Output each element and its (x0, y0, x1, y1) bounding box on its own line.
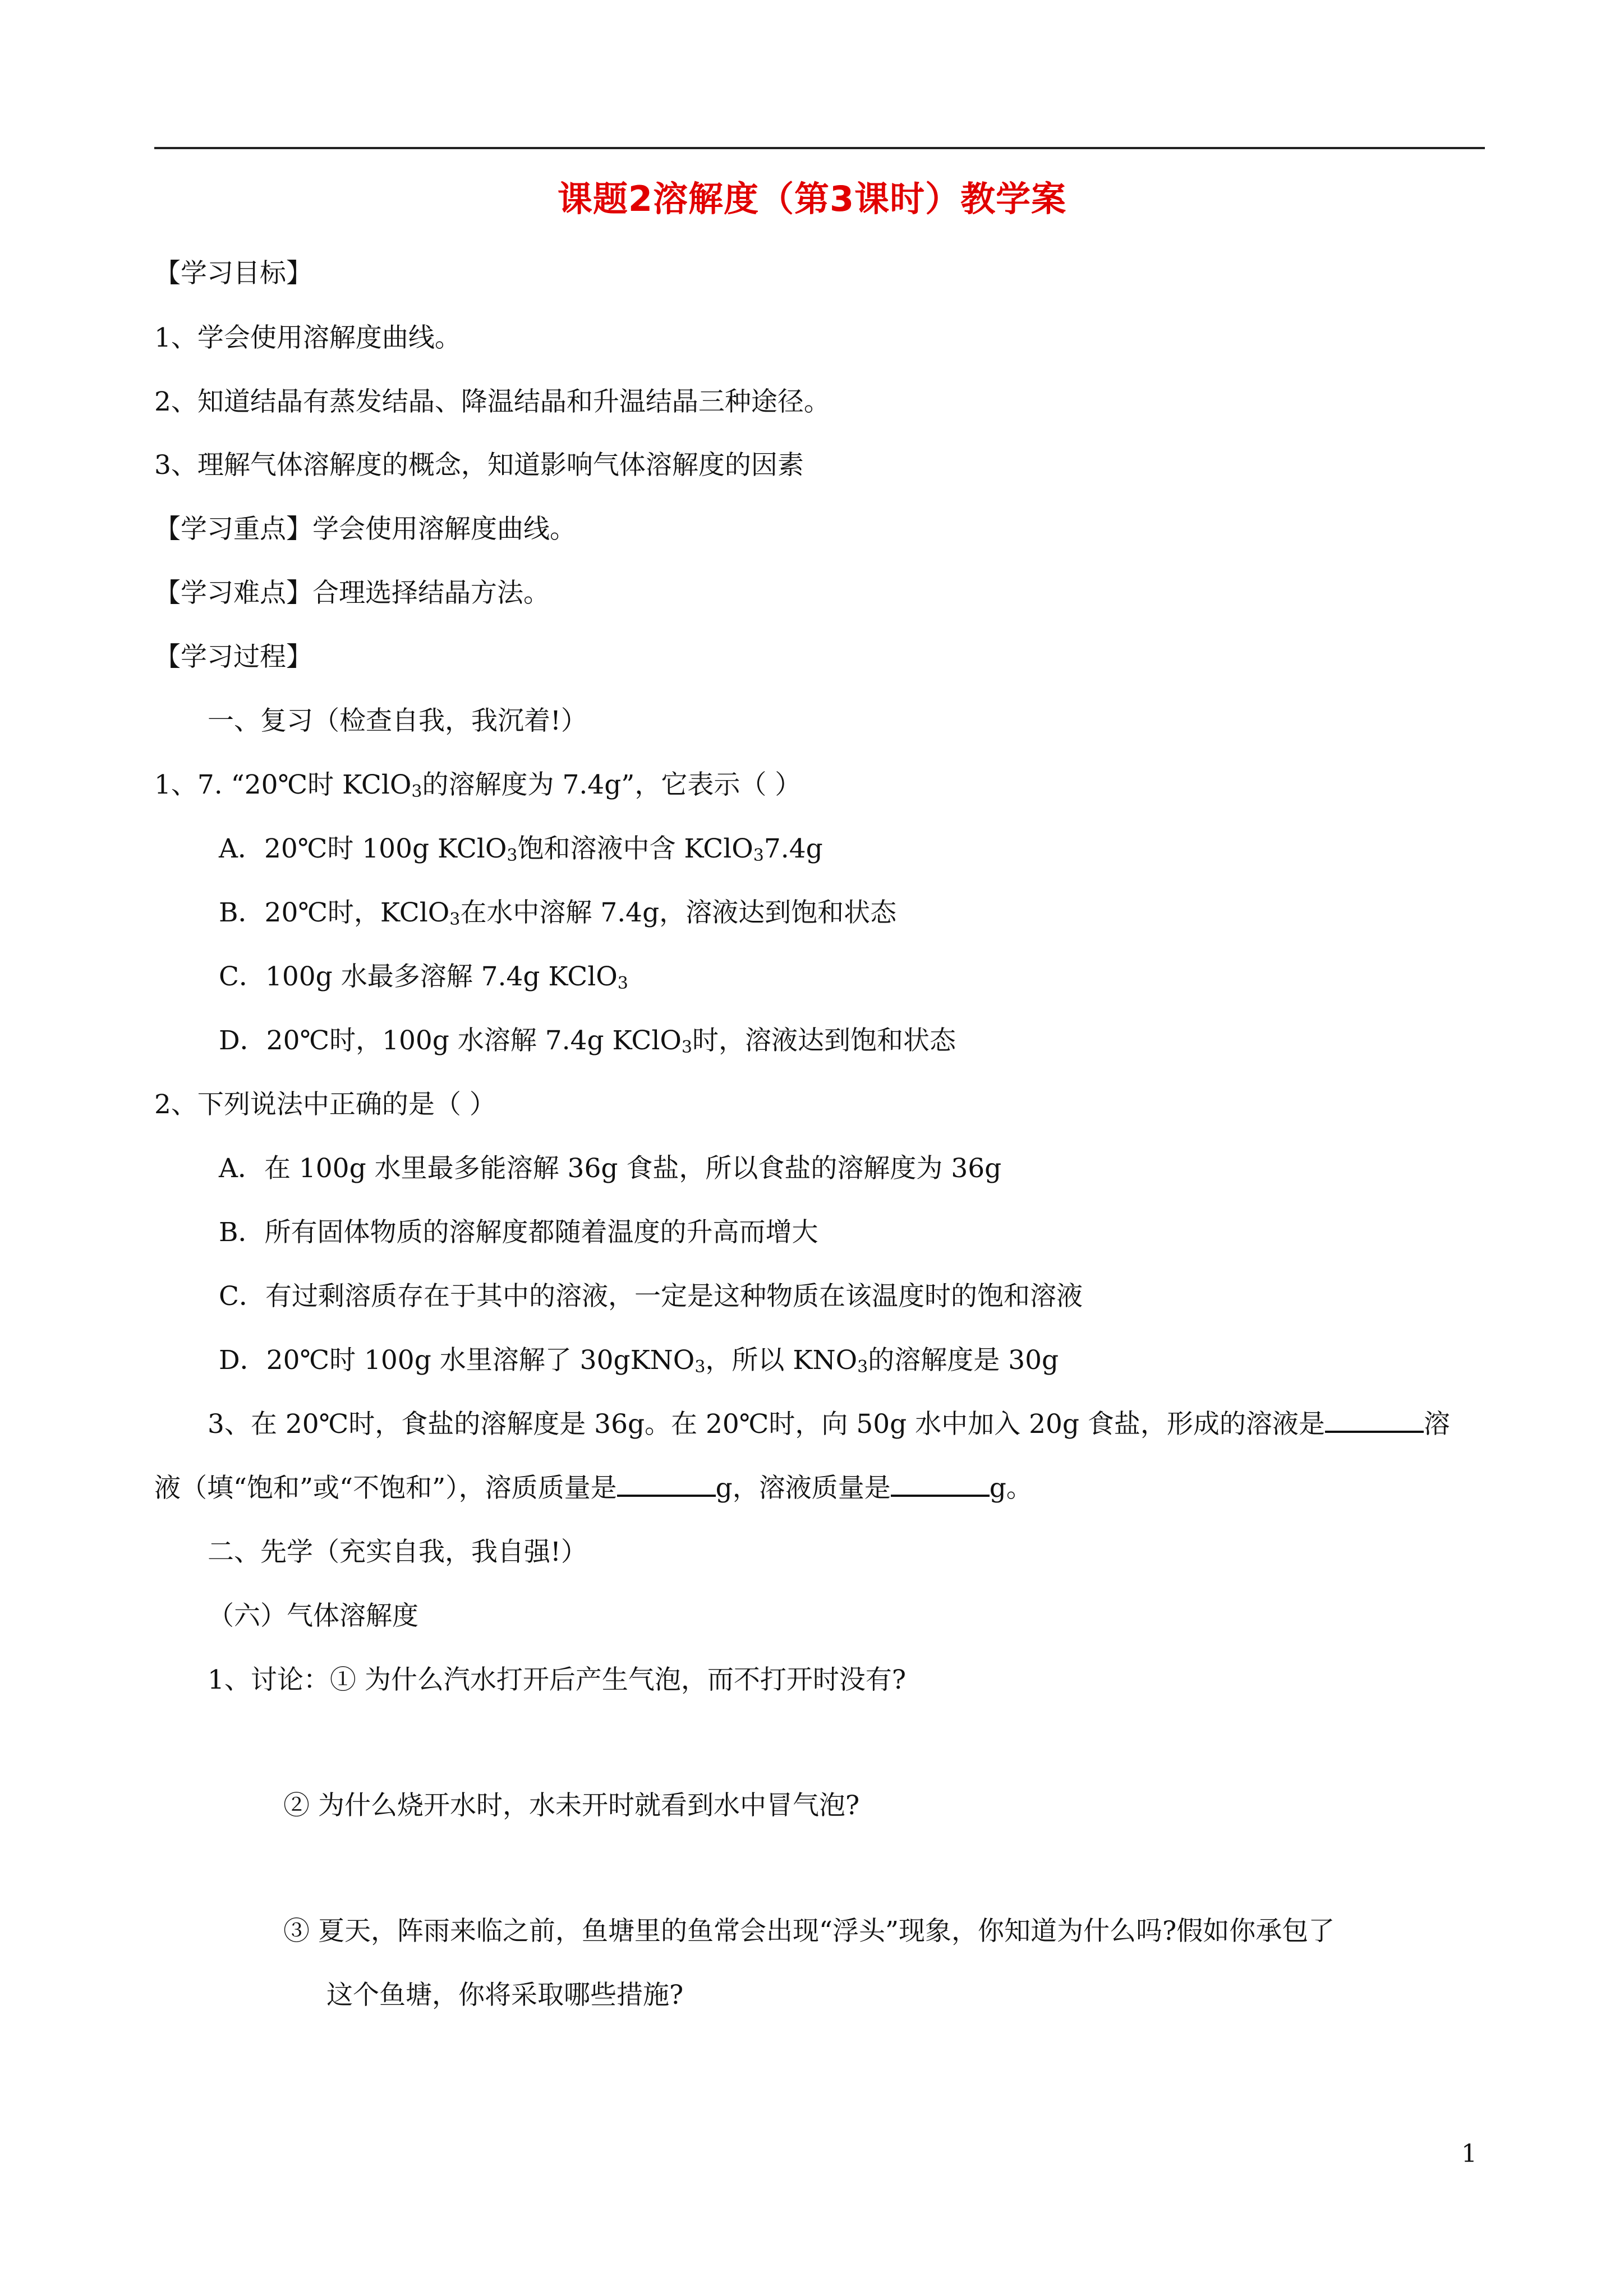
q3-line-1: 3、在 20℃时，食盐的溶解度是 36g。在 20℃时，向 50g 水中加入 20g 食盐，形成的溶液是 溶 (208, 1409, 1450, 1440)
q2-option-d: D．20℃时 100g 水里溶解了 30gKNO$_3$，所以 $KNO_3$的溶解度是 30g (219, 1345, 1059, 1377)
answer-blank-solute-mass[interactable] (617, 1472, 716, 1497)
review-header: 一、复习（检查自我，我沉着!） (208, 706, 587, 736)
q2-option-a: A．在 100g 水里最多能溶解 36g 食盐，所以食盐的溶解度为 36g (219, 1153, 1002, 1184)
discussion-q3-line-2: 这个鱼塘，你将采取哪些措施? (326, 1980, 684, 2011)
q1-stem: 1、7. “20℃时 KClO$_3$的溶解度为 7.4g”，它表示（ ） (154, 769, 802, 801)
q1-option-d: D．20℃时，100g 水溶解 7.4g KClO$_3$时，溶液达到饱和状态 (219, 1025, 956, 1057)
objectives-header: 【学习目标】 (154, 258, 312, 289)
q1-option-c: C．100g 水最多溶解 7.4g KClO$_3$ (219, 961, 628, 993)
header-rule (154, 147, 1485, 149)
q3-line-2: 液（填“饱和”或“不饱和”），溶质质量是 g，溶液质量是 g。 (154, 1473, 1033, 1504)
answer-blank-solution-mass[interactable] (891, 1472, 990, 1497)
q1-option-a: A．20℃时 100g KClO$_3$饱和溶液中含 KClO$_3$7.4g (219, 833, 823, 865)
objective-1: 1、学会使用溶解度曲线。 (154, 322, 461, 353)
page-number: 1 (1461, 2140, 1477, 2168)
q1-option-b: B．20℃时，KClO$_3$在水中溶解 7.4g，溶液达到饱和状态 (219, 897, 897, 929)
page-title: 课题2溶解度（第3课时）教学案 (557, 178, 1067, 219)
objective-3: 3、理解气体溶解度的概念，知道影响气体溶解度的因素 (154, 450, 804, 481)
process-header: 【学习过程】 (154, 642, 312, 672)
q2-option-b: B．所有固体物质的溶解度都随着温度的升高而增大 (219, 1217, 818, 1248)
q2-stem: 2、下列说法中正确的是（ ） (154, 1089, 496, 1120)
answer-blank-solution-type[interactable] (1325, 1408, 1424, 1433)
discussion-q1: 1、讨论：① 为什么汽水打开后产生气泡，而不打开时没有? (208, 1665, 907, 1695)
objective-2: 2、知道结晶有蒸发结晶、降温结晶和升温结晶三种途径。 (154, 386, 830, 417)
discussion-q2: ② 为什么烧开水时，水未开时就看到水中冒气泡? (283, 1790, 860, 1821)
prestudy-header: 二、先学（充实自我，我自强!） (208, 1537, 587, 1567)
difficult-point: 【学习难点】合理选择结晶方法。 (154, 578, 550, 608)
key-point: 【学习重点】学会使用溶解度曲线。 (154, 514, 576, 545)
q2-option-c: C．有过剩溶质存在于其中的溶液，一定是这种物质在该温度时的饱和溶液 (219, 1281, 1083, 1312)
section-6-heading: （六）气体溶解度 (208, 1601, 418, 1631)
discussion-q3-line-1: ③ 夏天，阵雨来临之前，鱼塘里的鱼常会出现“浮头”现象，你知道为什么吗?假如你承包了 (283, 1916, 1335, 1947)
